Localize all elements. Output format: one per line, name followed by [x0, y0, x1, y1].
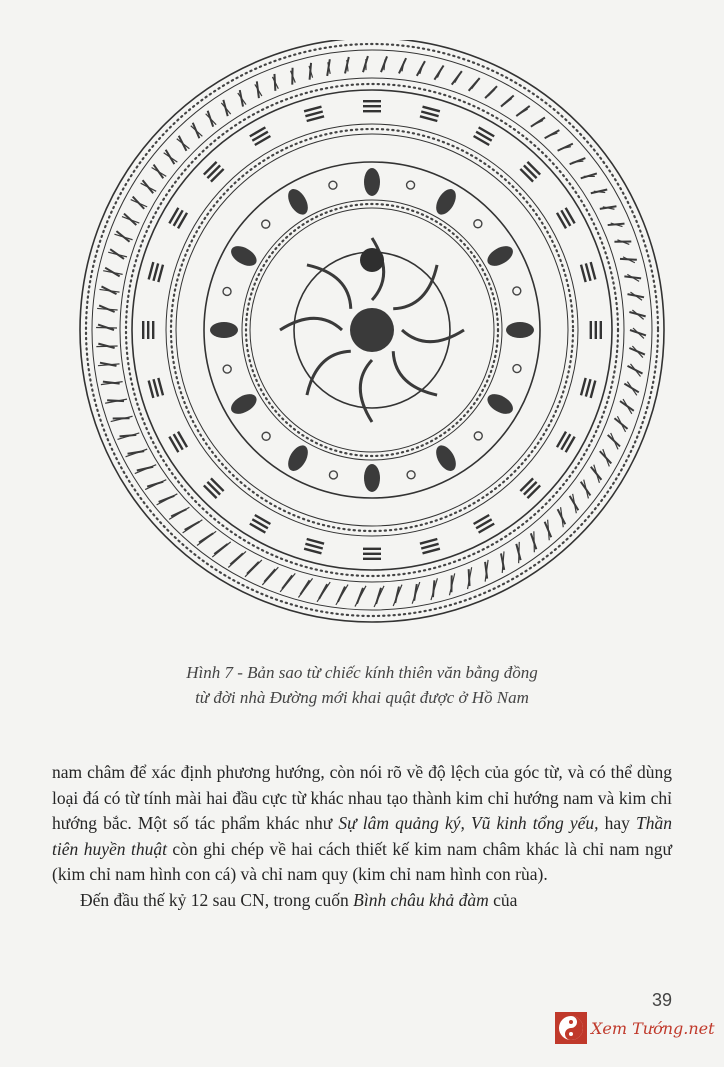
- yin-yang-icon: [555, 1012, 587, 1044]
- paragraph-1-text-c: còn ghi chép về hai cách thiết kế kim nam châm khác là chỉ nam ngư (kim chỉ nam hình con cá) và chỉ nam quy (kim chỉ nam hình con rùa).: [52, 838, 672, 884]
- paragraph-2-text-a: Đến đầu thế kỷ 12 sau CN, trong cuốn: [80, 889, 354, 910]
- book-title-3: Bình châu khả đàm: [353, 889, 489, 910]
- watermark: [555, 1012, 715, 1044]
- book-title-1: Sự lâm quảng ký, Vũ kinh tổng yếu,: [338, 813, 599, 833]
- bronze-mirror-illustration: [52, 40, 692, 630]
- book-title-2: Thần tiên huyền thuật: [52, 813, 672, 859]
- page-number: 39: [652, 990, 673, 1010]
- paragraph-1: [52, 760, 672, 888]
- caption-line-2: từ đời nhà Đường mới khai quật được ở Hồ Nam: [195, 688, 529, 707]
- paragraph-1-text-b: hay: [598, 813, 637, 833]
- caption-line-1: Hình 7 - Bản sao từ chiếc kính thiên văn bằng đồng: [186, 663, 538, 682]
- paragraph-1-text-a: nam châm để xác định phương hướng, còn nói rõ về độ lệch của góc từ, và có thể dùng loại đá có từ tính mài hai đầu cực từ khác nhau tạo thành kim chỉ hướng nam và kim chỉ hướng bắc. Một số tác phẩm khác như: [52, 762, 672, 833]
- figure-caption: [0, 660, 724, 710]
- body-text: [52, 760, 672, 913]
- paragraph-2-text-b: của: [488, 889, 518, 910]
- watermark-text: Xem Tướng.net: [591, 1018, 715, 1038]
- paragraph-2: [52, 888, 672, 914]
- bronze-mirror-figure: [52, 40, 692, 630]
